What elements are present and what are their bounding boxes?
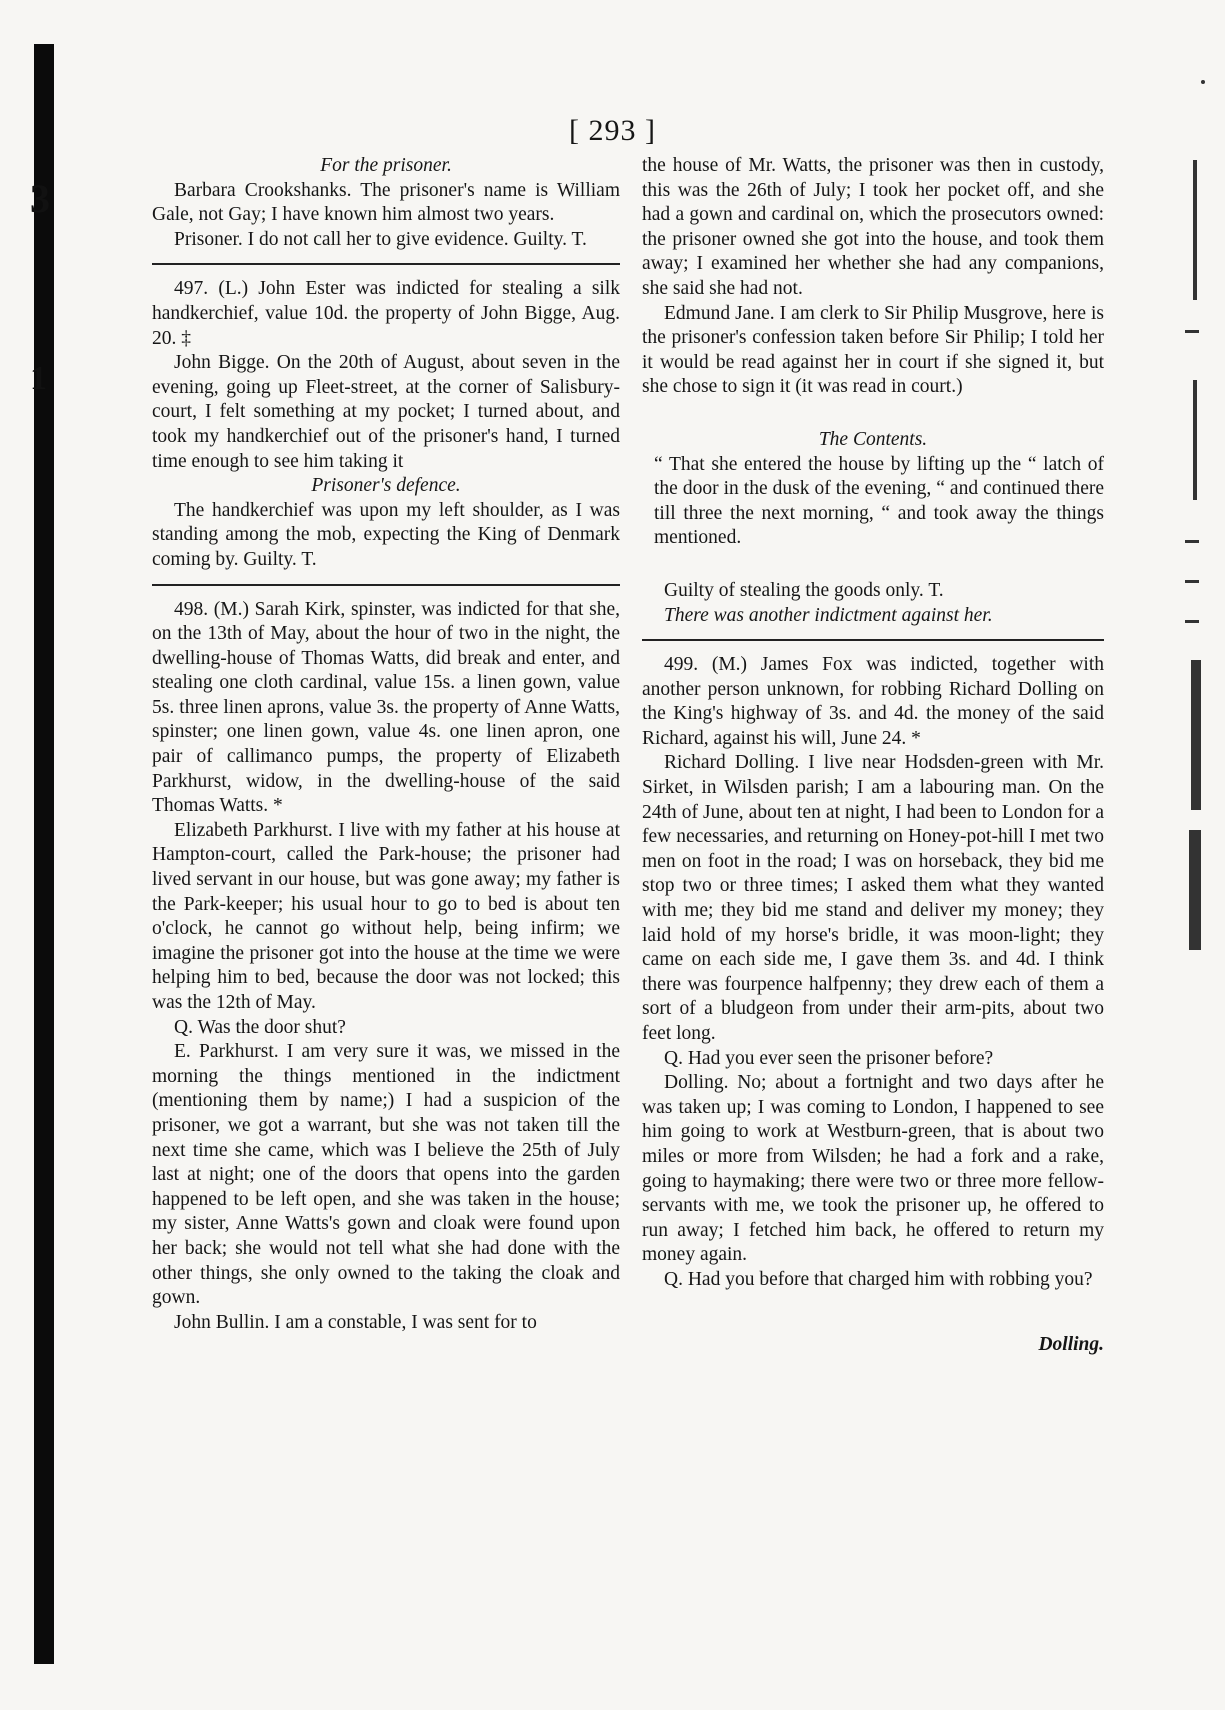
paragraph: 498. (M.) Sarah Kirk, spinster, was indicted for that she, on the 13th of May, about the hour of two in the night, the dwelling-house of Thomas Watts, did break and enter, and stealing one cloth cardinal, value 15s. a linen gown, value 5s. three linen aprons, value 3s. the property of Anne Watts, spinster; one linen gown, value 4s. one linen apron, one pair of callimanco pumps, the property of Elizabeth Parkhurst, widow, in the dwelling-house of the said Thomas Watts. * [152,598,620,817]
quoted-confession: “ That she entered the house by lifting up the “ latch of the door in the dusk of the evening, “ and continued there till three the next morning, “ and took away the things mentioned. [654,453,1104,549]
margin-mark [1193,160,1197,300]
paragraph: Q. Was the door shut? [174,1016,346,1038]
right-column [642,154,1104,1357]
paragraph: Edmund Jane. I am clerk to Sir Philip Musgrove, here is the prisoner's confession taken before Sir Philip; I told her it would be read against her in court if she signed it, but she chose to sign it (it was read in court.) [642,302,1104,398]
paragraph: E. Parkhurst. I am very sure it was, we missed in the morning the things mentioned in the indictment (mentioning them by name;) I had a suspicion of the prisoner, we got a warrant, but she was not taken till the next time she came, which was I believe the 25th of July last at night; one of the doors that opens into the garden happened to be left open, and she was taken in the house; my sister, Anne Watts's gown and cloak were found upon her back; she would not tell what she had done with the other things, she only owned to the taking the cloak and gown. [152,1041,620,1309]
spine-mark-glyph: 1 [30,360,47,397]
margin-mark [1191,660,1201,810]
spine-mark-glyph: 3 [30,176,50,221]
paragraph: Guilty of stealing the goods only. T. [664,579,944,601]
margin-mark [1193,380,1197,500]
paragraph: 497. (L.) John Ester was indicted for stealing a silk handkerchief, value 10d. the property of John Bigge, Aug. 20. ‡ [152,278,620,349]
section-heading: The Contents. [818,428,928,450]
section-divider [642,639,1104,641]
margin-mark [1185,540,1199,543]
paragraph: Elizabeth Parkhurst. I live with my father at his house at Hampton-court, called the Park-house; the prisoner had lived servant in our house, but was gone away; my father is the Park-keeper; his usual hour to go to bed is about ten o'clock, he cannot go without help, being infirm; we imagine the prisoner got into the house at the time we were helping him to bed, because the door was not locked; this was the 12th of May. [152,819,620,1013]
margin-mark [1189,830,1201,950]
spacer [642,551,1104,579]
section-divider [152,263,620,265]
paragraph: the house of Mr. Watts, the prisoner was then in custody, this was the 26th of July; I took her pocket off, and she had a gown and cardinal on, which the prosecutors owned: the prisoner owned she got into the house, and took them away; I examined her whether she had any companions, she said she had not. [642,155,1104,299]
margin-mark [1185,620,1199,623]
page-number: [ 293 ] [569,114,656,147]
section-heading: Prisoner's defence. [311,475,461,497]
paragraph: John Bigge. On the 20th of August, about seven in the evening, going up Fleet-street, at the corner of Salisbury-court, I felt something at my pocket; I turned about, and took my handkerchief out of the prisoner's hand, I turned time enough to see him taking it [152,352,620,472]
section-divider [152,584,620,586]
margin-mark [1185,580,1199,583]
paragraph: Richard Dolling. I live near Hodsden-green with Mr. Sirket, in Wilsden parish; I am a labouring man. On the 24th of June, about ten at night, I had been to London for a few necessaries, and returning on Honey-pot-hill I met two men on foot in the road; I was on horseback, they bid me stop two or three times; I asked them what they wanted with me; they bid me stand and deliver my money; they laid hold of my horse's bridle, it was moon-light; they came on each side me, I gave them 3s. and 4d. I think there was fourpence halfpenny; they drew each of them a sort of a bludgeon from under their arm-pits, about two feet long. [642,752,1104,1044]
margin-bleed-through [1171,60,1217,1020]
section-heading: For the prisoner. [320,155,452,176]
paragraph: Dolling. No; about a fortnight and two days after he was taken up; I was coming to London, I happened to see him going to work at Westburn-green, that is about two miles or more from Wilsden; he had a fork and a rake, going to haymaking; there were two or three more fellow-servants with me, we took the prisoner up, he offered to run away; I fetched him back, he offered to return my money again. [642,1072,1104,1266]
spacer [642,400,1104,428]
paragraph: John Bullin. I am a constable, I was sent for to [174,1311,537,1333]
paragraph: Q. Had you before that charged him with robbing you? [664,1268,1093,1290]
margin-mark [1201,80,1205,84]
paragraph: Q. Had you ever seen the prisoner before? [664,1047,994,1069]
margin-mark [1185,330,1199,333]
paragraph: 499. (M.) James Fox was indicted, together with another person unknown, for robbing Richard Dolling on the King's highway of 3s. and 4d. the money of the said Richard, against his will, June 24. * [642,654,1104,749]
paragraph: Barbara Crookshanks. The prisoner's name is William Gale, not Gay; I have known him almost two years. [152,179,620,226]
left-column [152,154,620,1335]
paragraph: Prisoner. I do not call her to give evidence. Guilty. T. [174,228,587,250]
paragraph: The handkerchief was upon my left shoulder, as I was standing among the mob, expecting the King of Denmark coming by. Guilty. T. [152,499,620,570]
binding-shadow [34,44,54,1664]
catchword: Dolling. [1038,1333,1104,1355]
paragraph: There was another indictment against her. [664,604,993,626]
